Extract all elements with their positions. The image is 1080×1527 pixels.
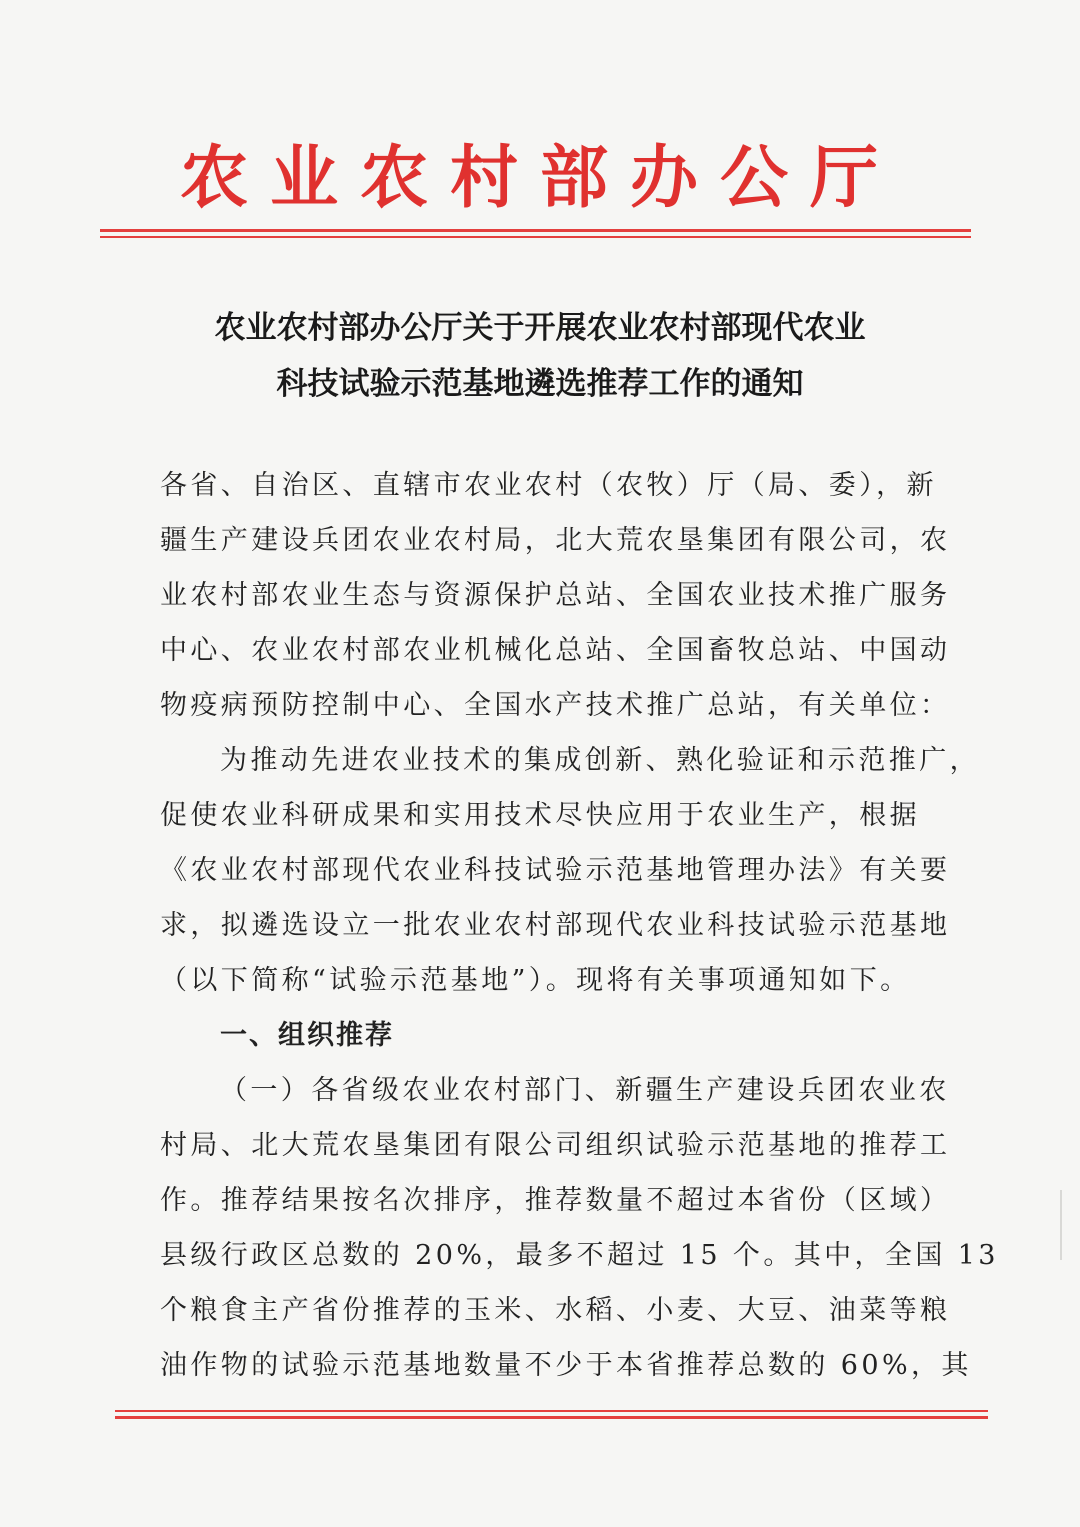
body-line: 促使农业科研成果和实用技术尽快应用于农业生产，根据 bbox=[160, 800, 920, 831]
body-line: 求，拟遴选设立一批农业农村部现代农业科技试验示范基地 bbox=[160, 910, 951, 941]
section-heading: 一、组织推荐 bbox=[220, 1020, 394, 1051]
body-line: 各省、自治区、直辖市农业农村（农牧）厅（局、委），新 bbox=[160, 470, 937, 501]
footer-rule-thin bbox=[115, 1410, 988, 1412]
body-line: 《农业农村部现代农业科技试验示范基地管理办法》有关要 bbox=[160, 855, 951, 886]
body-line: 个粮食主产省份推荐的玉米、水稻、小麦、大豆、油菜等粮 bbox=[160, 1295, 951, 1326]
letterhead-rule-thin bbox=[100, 236, 971, 238]
notice-title bbox=[150, 300, 930, 412]
body-line: 县级行政区总数的 20%，最多不超过 15 个。其中，全国 13 bbox=[160, 1240, 999, 1271]
body-line: 作。推荐结果按名次排序，推荐数量不超过本省份（区域） bbox=[160, 1185, 951, 1216]
body-line: 村局、北大荒农垦集团有限公司组织试验示范基地的推荐工 bbox=[160, 1130, 951, 1161]
body-line: （一）各省级农业农村部门、新疆生产建设兵团农业农 bbox=[220, 1075, 950, 1106]
footer-rule-thick bbox=[115, 1416, 988, 1419]
notice-body bbox=[160, 458, 999, 1393]
body-line: 为推动先进农业技术的集成创新、熟化验证和示范推广， bbox=[220, 745, 980, 776]
body-line: 物疫病预防控制中心、全国水产技术推广总站，有关单位： bbox=[160, 690, 951, 721]
body-line: 中心、农业农村部农业机械化总站、全国畜牧总站、中国动 bbox=[160, 635, 951, 666]
body-line: 业农村部农业生态与资源保护总站、全国农业技术推广服务 bbox=[160, 580, 951, 611]
notice-title-line-1: 农业农村部办公厅关于开展农业农村部现代农业 bbox=[214, 310, 866, 346]
body-line: 油作物的试验示范基地数量不少于本省推荐总数的 60%，其 bbox=[160, 1350, 972, 1381]
letterhead-rule-thick bbox=[100, 229, 971, 232]
notice-title-line-2: 科技试验示范基地遴选推荐工作的通知 bbox=[276, 366, 804, 402]
body-line: 疆生产建设兵团农业农村局，北大荒农垦集团有限公司，农 bbox=[160, 525, 951, 556]
letterhead-title: 农业农村部办公厅 bbox=[179, 138, 900, 218]
scan-edge-mark bbox=[1060, 1190, 1062, 1260]
body-line: （以下简称“试验示范基地”）。现将有关事项通知如下。 bbox=[160, 965, 911, 996]
